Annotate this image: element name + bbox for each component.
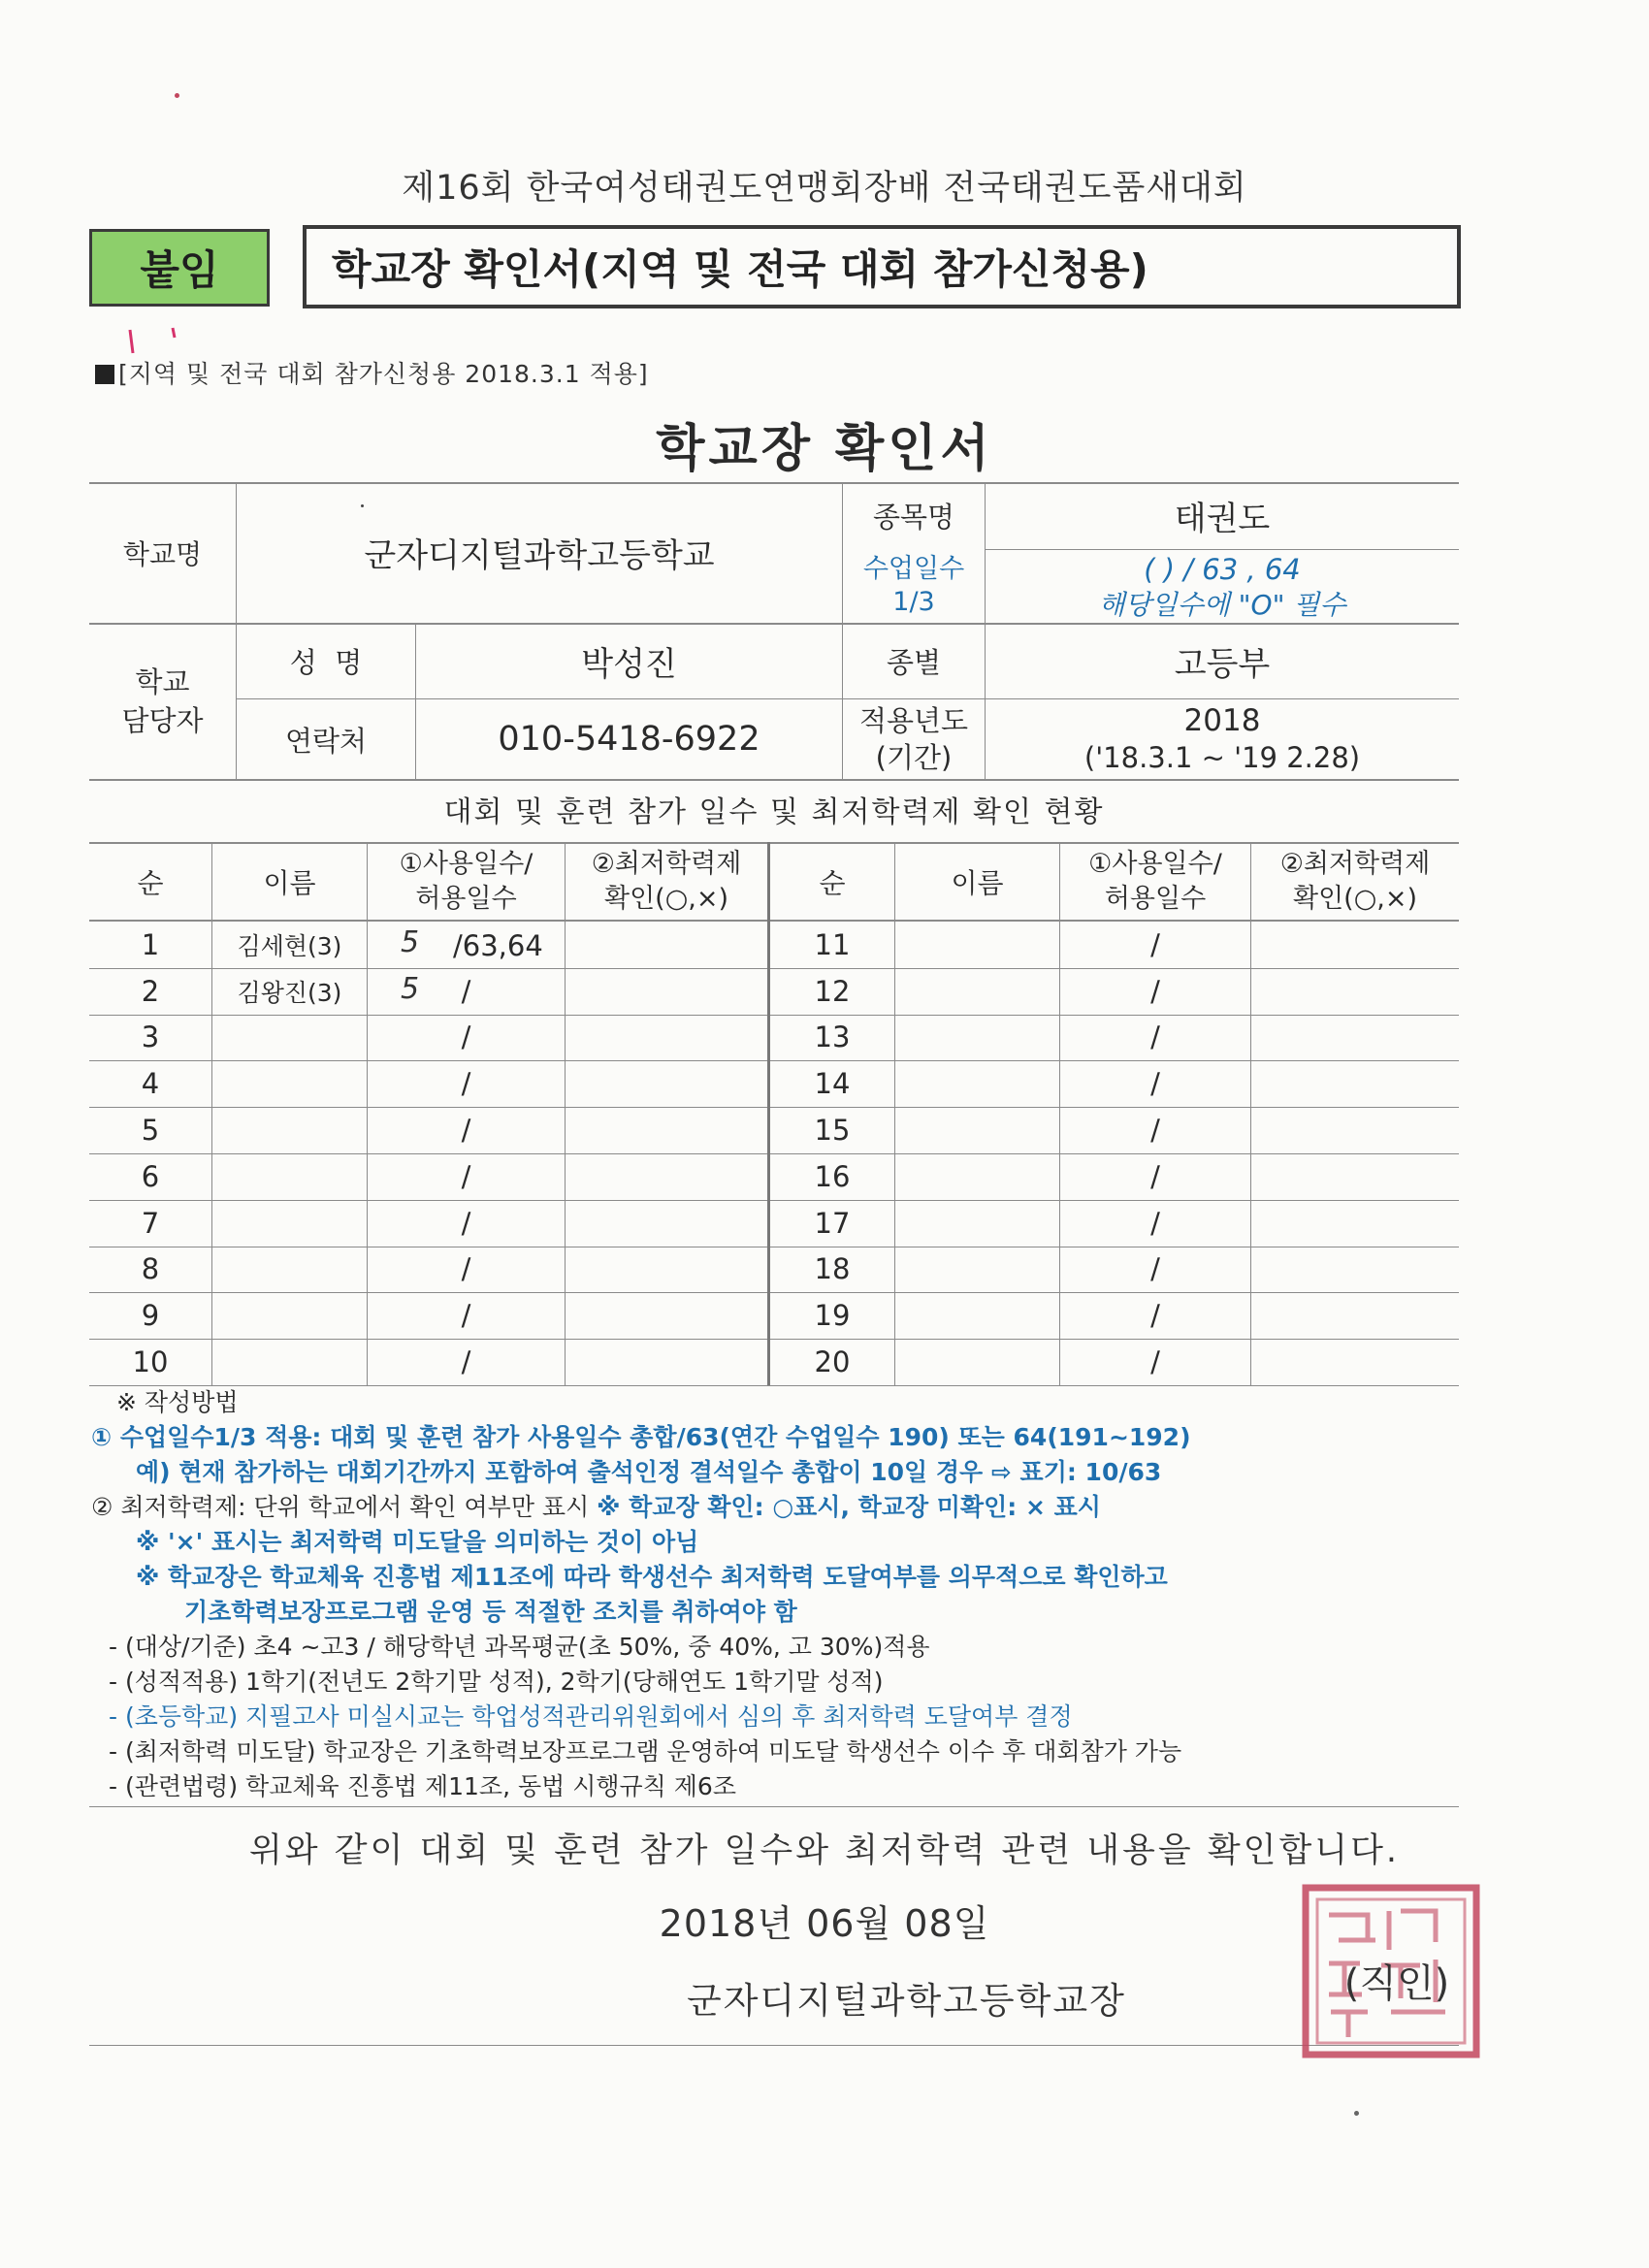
form-title: 학교장 확인서(지역 및 전국 대회 참가신청용) <box>303 225 1461 308</box>
event-title: 제16회 한국여성태권도연맹회장배 전국태권도품새대회 <box>402 169 1247 208</box>
row-no-left: 10 <box>132 1345 169 1379</box>
row-name-left <box>212 1339 367 1385</box>
handwritten-days: 5 <box>401 971 420 1006</box>
row-days-left <box>368 1247 565 1293</box>
row-name-left <box>212 1292 367 1339</box>
detail-2: - (성적적용) 1학기(전년도 2학기말 성적), 2학기(당해연도 1학기말 성적) <box>109 1668 884 1696</box>
row-days-left <box>368 1015 565 1061</box>
row-days-right: / <box>1150 1206 1160 1240</box>
row-check-left <box>566 1107 767 1153</box>
row-days-left <box>368 1200 565 1247</box>
year-value: 2018 <box>1183 703 1261 738</box>
row-days-right: / <box>1150 1159 1160 1193</box>
division-value: 고등부 <box>1174 644 1271 684</box>
row-check-right <box>1251 1339 1459 1385</box>
header-no-right: 순 <box>819 867 846 899</box>
manager-label: 학교 담당자 <box>121 664 204 737</box>
row-check-right <box>1251 1292 1459 1339</box>
row-no-right: 11 <box>814 927 851 961</box>
row-name-right <box>895 1292 1059 1339</box>
class-days-label: 수업일수 1/3 <box>862 554 965 617</box>
detail-3: - (초등학교) 지필고사 미실시교는 학업성적관리위원회에서 심의 후 최저학력 도달여부 결정 <box>109 1702 1073 1731</box>
row-no-left: 6 <box>141 1159 160 1193</box>
row-name-right <box>895 1247 1059 1293</box>
row-no-right: 18 <box>814 1252 851 1286</box>
status-title: 대회 및 훈련 참가 일수 및 최저학력제 확인 현황 <box>443 795 1105 829</box>
row-days-left <box>368 1339 565 1385</box>
pre-title <box>95 355 649 390</box>
row-name-right <box>895 1153 1059 1200</box>
official-seal-stamp <box>1300 1882 1484 2062</box>
row-days-left <box>368 1153 565 1200</box>
row-check-left <box>566 968 767 1015</box>
sport-value: 태권도 <box>1174 500 1271 538</box>
row-no-right: 20 <box>814 1345 851 1379</box>
header-check-right: ②최저학력제 확인(○,×) <box>1279 849 1431 914</box>
row-name-left: 김왕진(3) <box>237 978 342 1007</box>
days-value: / <box>461 1114 471 1148</box>
row-days-left <box>368 1292 565 1339</box>
attachment-tag: 붙임 <box>89 229 270 307</box>
row-check-right <box>1251 1015 1459 1061</box>
school-name-label: 학교명 <box>122 537 203 570</box>
scan-speck <box>175 93 179 98</box>
note-4: ※ 학교장은 학교체육 진흥법 제11조에 따라 학생선수 최저학력 도달여부를 의무적으로 확인하고 <box>136 1563 1168 1591</box>
writing-instructions <box>91 1385 1472 1804</box>
row-days-right: / <box>1150 1021 1160 1054</box>
contact-value: 010-5418-6922 <box>498 720 760 759</box>
row-check-left <box>566 922 767 968</box>
note-1: ① 수업일수1/3 적용: 대회 및 훈련 참가 사용일수 총합/63(연간 수업일수 190) 또는 64(191~192) <box>91 1423 1191 1451</box>
row-name-right <box>895 1060 1059 1107</box>
row-no-left: 4 <box>141 1067 160 1101</box>
note-1b: 예) 현재 참가하는 대회기간까지 포함하여 출석인정 결석일수 총합이 10일 경우 ⇨ 표기: 10/63 <box>136 1458 1162 1486</box>
row-name-left: 김세현(3) <box>237 931 342 960</box>
row-check-left <box>566 1292 767 1339</box>
header-name-left: 이름 <box>263 867 316 899</box>
school-name-value: 군자디지털과학고등학교 <box>364 536 715 575</box>
days-value: / <box>461 1299 471 1333</box>
notes-heading: ※ 작성방법 <box>116 1388 239 1416</box>
principal-title: 군자디지털과학고등학교장 <box>687 1980 1126 2022</box>
row-days-right: / <box>1150 1067 1160 1101</box>
row-name-left <box>212 1247 367 1293</box>
days-value: / <box>461 1252 471 1286</box>
scan-speck <box>361 504 364 507</box>
row-check-right <box>1251 1107 1459 1153</box>
row-days-left <box>368 1060 565 1107</box>
note-3: ※ '×' 표시는 최저학력 미도달을 의미하는 것이 아님 <box>136 1528 699 1556</box>
row-check-left <box>566 1015 767 1061</box>
class-days-value: ( ) / 63 , 64 <box>1144 553 1301 586</box>
seal-caption: (직인) <box>1343 1961 1450 2006</box>
row-check-right <box>1251 1247 1459 1293</box>
row-check-right <box>1251 1200 1459 1247</box>
issue-date: 2018년 06월 08일 <box>659 1902 990 1945</box>
row-name-right <box>895 1339 1059 1385</box>
notes-divider <box>89 1806 1459 1807</box>
row-check-right <box>1251 968 1459 1015</box>
header-check-left: ②최저학력제 확인(○,×) <box>591 849 742 914</box>
row-check-right <box>1251 922 1459 968</box>
period-value: ('18.3.1 ~ '19 2.28) <box>1083 741 1361 774</box>
header-days-right: ①사용일수/ 허용일수 <box>1088 849 1222 914</box>
name-label: 성 명 <box>289 645 363 679</box>
row-no-right: 14 <box>814 1067 851 1101</box>
row-check-right <box>1251 1060 1459 1107</box>
row-check-left <box>566 1060 767 1107</box>
row-name-right <box>895 1107 1059 1153</box>
contact-label: 연락처 <box>284 724 368 758</box>
detail-5: - (관련법령) 학교체육 진흥법 제11조, 동법 시행규칙 제6조 <box>109 1772 736 1800</box>
year-label: 적용년도 (기간) <box>858 704 969 774</box>
days-value: / <box>461 974 471 1008</box>
row-check-left <box>566 1339 767 1385</box>
days-value: / <box>461 1067 471 1101</box>
row-days-right: / <box>1150 1345 1160 1379</box>
detail-1: - (대상/기준) 초4 ~고3 / 해당학년 과목평균(초 50%, 중 40%, 고 30%)적용 <box>109 1633 930 1661</box>
row-days-right: / <box>1150 974 1160 1008</box>
row-name-right <box>895 1015 1059 1061</box>
row-name-left <box>212 1107 367 1153</box>
row-name-right <box>895 1200 1059 1247</box>
days-value: / <box>461 1021 471 1054</box>
year-cell <box>986 699 1459 779</box>
row-days-left <box>368 1107 565 1153</box>
row-no-left: 2 <box>141 974 160 1008</box>
detail-4: - (최저학력 미도달) 학교장은 기초학력보장프로그램 운영하여 미도달 학생선수 이수 후 대회참가 가능 <box>109 1737 1182 1766</box>
row-days-right: / <box>1150 1299 1160 1333</box>
header-name-right: 이름 <box>951 867 1004 899</box>
row-name-left <box>212 1015 367 1061</box>
row-days-left <box>368 922 565 968</box>
days-value: / <box>461 1159 471 1193</box>
class-days-cell <box>986 549 1459 623</box>
row-no-right: 15 <box>814 1114 851 1148</box>
row-no-right: 13 <box>814 1021 851 1054</box>
row-name-right <box>895 922 1059 968</box>
row-check-right <box>1251 1153 1459 1200</box>
row-name-left <box>212 1153 367 1200</box>
days-value: /63,64 <box>453 929 543 962</box>
note-2 <box>91 1490 1472 1525</box>
row-no-right: 19 <box>814 1299 851 1333</box>
row-no-right: 17 <box>814 1206 851 1240</box>
row-check-left <box>566 1247 767 1293</box>
row-name-right <box>895 968 1059 1015</box>
row-no-left: 1 <box>141 927 160 961</box>
row-no-right: 12 <box>814 974 851 1008</box>
main-title: 학교장 확인서 <box>656 420 993 478</box>
name-value: 박성진 <box>581 644 677 684</box>
row-days-right: / <box>1150 927 1160 961</box>
square-bullet-icon <box>95 365 114 384</box>
confirm-statement: 위와 같이 대회 및 훈련 참가 일수와 최저학력 관련 내용을 확인합니다. <box>248 1831 1401 1870</box>
note-2a: ② 최저학력제: 단위 학교에서 확인 여부만 표시 <box>91 1493 598 1521</box>
row-no-right: 16 <box>814 1159 851 1193</box>
row-check-left <box>566 1153 767 1200</box>
sport-label: 종목명 <box>872 501 955 534</box>
row-no-left: 7 <box>141 1206 160 1240</box>
days-value: / <box>461 1206 471 1240</box>
row-no-left: 9 <box>141 1299 160 1333</box>
row-name-left <box>212 1200 367 1247</box>
division-label: 종별 <box>886 645 942 679</box>
row-check-left <box>566 1200 767 1247</box>
days-value: / <box>461 1345 471 1379</box>
row-no-left: 8 <box>141 1252 160 1286</box>
row-days-left <box>368 968 565 1015</box>
row-no-left: 3 <box>141 1021 160 1054</box>
row-name-left <box>212 1060 367 1107</box>
handwritten-days: 5 <box>401 925 420 959</box>
row-days-right: / <box>1150 1114 1160 1148</box>
header-no-left: 순 <box>137 867 164 899</box>
class-days-note: 해당일수에 "O" 필수 <box>1098 589 1346 621</box>
footer-divider <box>89 2045 1459 2046</box>
scan-speck <box>1354 2111 1359 2116</box>
header-days-left: ①사용일수/ 허용일수 <box>399 849 534 914</box>
row-days-right: / <box>1150 1252 1160 1286</box>
pre-title-text: [지역 및 전국 대회 참가신청용 2018.3.1 적용] <box>118 360 649 388</box>
row-no-left: 5 <box>141 1114 160 1148</box>
note-2b: ※ 학교장 확인: ○표시, 학교장 미확인: × 표시 <box>597 1493 1101 1521</box>
note-4b: 기초학력보장프로그램 운영 등 적절한 조치를 취하여야 함 <box>184 1598 797 1626</box>
